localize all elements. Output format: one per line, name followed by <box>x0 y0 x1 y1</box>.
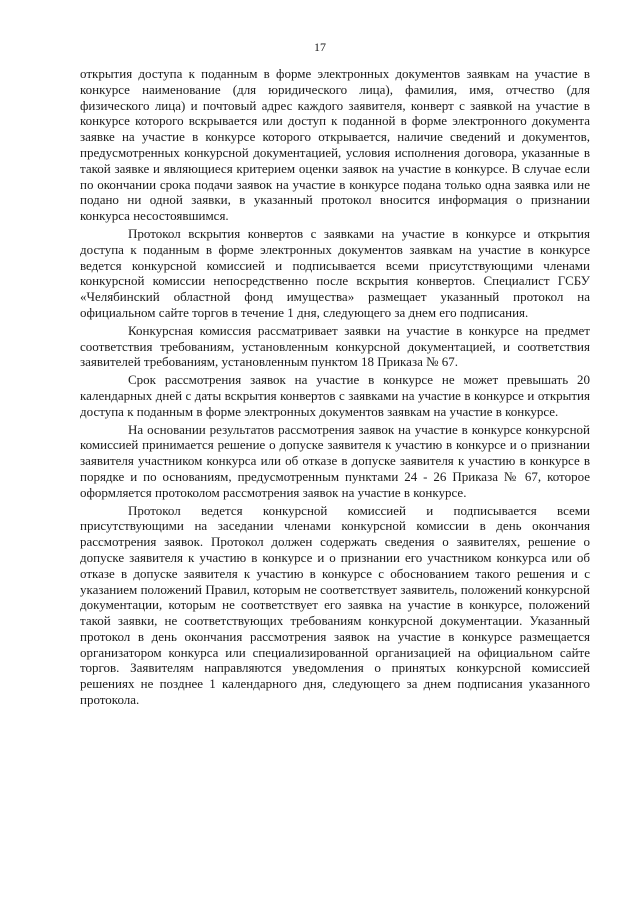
paragraph-commission-review: Конкурсная комиссия рассматривает заявки на участие в конкурсе на предмет соответствия требованиям, установленным конкурсной документацией, и соответствия заявителей требованиям, установленным пунктом 18 Приказа № 67. <box>80 322 590 370</box>
paragraph-review-deadline: Срок рассмотрения заявок на участие в конкурсе не может превышать 20 календарных дней с даты вскрытия конвертов с заявками на участие в конкурсе и открытия доступа к поданным в форме электронных документов заявкам на участие в конкурсе. <box>80 372 590 419</box>
paragraph-review-protocol: Протокол ведется конкурсной комиссией и подписывается всеми присутствующими на заседании членами конкурсной комиссии в день окончания рассмотрения заявок. Протокол должен содержать сведения о заявителях, решение о допуске заявителя к участию в конкурсе и о признании его участником конкурса или об отказе в допуске заявителя к участию в конкурсе с обоснованием такого решения и с указанием положений Правил, которым не соответствует заявитель, положений конкурсной документации, которым не соответствует его заявка на участие в конкурсе, положений такой заявки, не соответствующих требованиям конкурсной документации. Указанный протокол в день окончания рассмотрения заявок на участие в конкурсе размещается организатором конкурса или специализированной организацией на официальном сайте торгов. Заявителям направляются уведомления о принятых конкурсной комиссией решениях не позднее 1 календарного дня, следующего за днем подписания указанного протокола. <box>80 502 590 708</box>
document-body <box>80 66 590 710</box>
paragraph-continuation: открытия доступа к поданным в форме электронных документов заявкам на участие в конкурсе наименование (для юридического лица), фамилия, имя, отчество (для физического лица) и почтовый адрес каждого заявителя, конверт с заявкой на участие в конкурсе которого вскрывается или доступ к поданной в форме электронного документа заявке на участие в конкурсе которого открывается, наличие сведений и документов, предусмотренных конкурсной документацией, условия исполнения договора, указанные в такой заявке и являющиеся критерием оценки заявок на участие в конкурсе. В случае если по окончании срока подачи заявок на участие в конкурсе подана только одна заявка или не подано ни одной заявки, в указанный протокол вносится информация о признании конкурса несостоявшимся. <box>80 66 590 224</box>
page-number: 17 <box>314 40 326 54</box>
paragraph-admission-decision: На основании результатов рассмотрения заявок на участие в конкурсе конкурсной комиссией принимается решение о допуске заявителя к участию в конкурсе и о признании заявителя участником конкурса или об отказе в допуске заявителя к участию в конкурсе в порядке и по основаниям, предусмотренным пунктами 24 - 26 Приказа № 67, которое оформляется протоколом рассмотрения заявок на участие в конкурсе. <box>80 421 590 500</box>
paragraph-protocol-opening: Протокол вскрытия конвертов с заявками на участие в конкурсе и открытия доступа к поданным в форме электронных документов заявкам на участие в конкурсе ведется конкурсной комиссией и подписывается всеми присутствующими членами конкурсной комиссии непосредственно после вскрытия конвертов. Специалист ГСБУ «Челябинский областной фонд имущества» размещает указанный протокол на официальном сайте торгов в течение 1 дня, следующего за днем его подписания. <box>80 225 590 320</box>
